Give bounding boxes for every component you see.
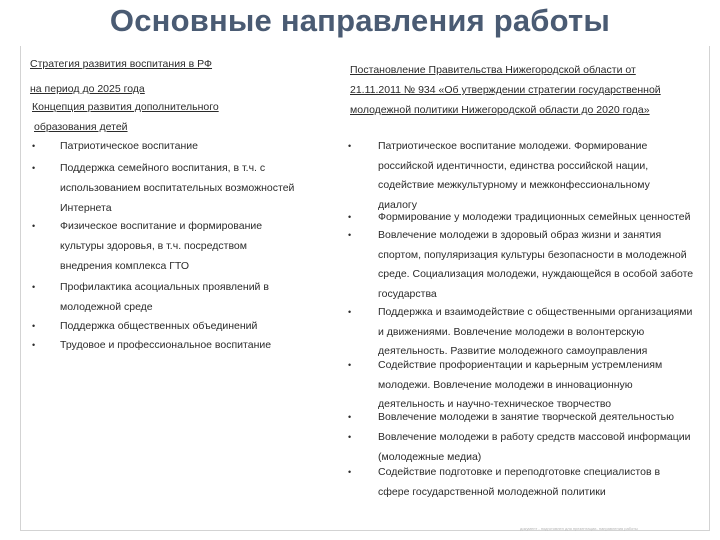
left-list-item-line: Патриотическое воспитание (60, 140, 198, 152)
bullet-icon: • (348, 432, 352, 442)
right-list-item-line: Вовлечение молодежи в работу средств массовой информации (378, 431, 691, 443)
bullet-icon: • (32, 340, 36, 350)
right-list-item-line: Формирование у молодежи традиционных семейных ценностей (378, 211, 691, 223)
left-list-item-line: Поддержка общественных объединений (60, 320, 258, 332)
right-list-item-line: содействие межкультурному и межконфессиональному (378, 179, 650, 191)
right-list-item-line: среде. Социализация молодежи, нуждающейся в особой заботе (378, 268, 694, 280)
right-list-item-line: деятельность. Развитие молодежного самоуправления (378, 345, 648, 357)
left-list-item-line: Поддержка семейного воспитания, в т.ч. с (60, 162, 266, 174)
page-title: Основные направления работы (109, 3, 611, 38)
right-heading-line: 21.11.2011 № 934 «Об утверждении стратегии государственной (350, 84, 661, 96)
right-list-item-line: Вовлечение молодежи в здоровый образ жизни и занятия (378, 229, 662, 241)
bullet-icon: • (348, 412, 352, 422)
right-list-item-line: Вовлечение молодежи в занятие творческой деятельностью (378, 411, 675, 423)
left-heading-line: Стратегия развития воспитания в РФ (30, 58, 213, 70)
left-list-item-line: Трудовое и профессиональное воспитание (60, 339, 272, 351)
right-list-item-line: спортом, популяризация культуры безопасности в молодежной (378, 248, 687, 261)
bullet-icon: • (348, 212, 352, 222)
bullet-icon: • (348, 307, 352, 317)
right-list-item-line: российской идентичности, единства российской нации, (378, 159, 649, 172)
bullet-icon: • (32, 282, 36, 292)
bullet-icon: • (32, 221, 36, 231)
right-list-item-line: деятельность и научно-техническое творчество (378, 398, 612, 410)
left-list-item-line: культуры здоровья, в т.ч. посредством (60, 240, 247, 252)
bullet-icon: • (348, 230, 352, 240)
bullet-icon: • (348, 360, 352, 370)
bullet-icon: • (32, 321, 36, 331)
bullet-icon: • (348, 467, 352, 477)
left-list-item-line: молодежной среде (60, 301, 153, 313)
bullet-icon: • (348, 141, 352, 151)
right-list-item-line: Патриотическое воспитание молодежи. Формирование (378, 140, 648, 152)
right-list-item-line: Поддержка и взаимодействие с общественными организациями (378, 306, 693, 318)
right-list-item-line: сфере государственной молодежной политики (378, 485, 606, 498)
left-heading-line: на период до 2025 года (30, 83, 145, 95)
right-list-item-line: государства (378, 287, 437, 300)
right-list-item-line: Содействие подготовке и переподготовке специалистов в (378, 466, 661, 478)
right-list-item-line: Содействие профориентации и карьерным устремлениям (378, 359, 663, 371)
right-list-item-line: диалогу (378, 198, 417, 211)
footer-note: документ - подготовлен для презентации- направления работы (520, 526, 638, 531)
left-list-item-line: Физическое воспитание и формирование (60, 220, 263, 232)
left-list-item-line: Профилактика асоциальных проявлений в (60, 281, 269, 293)
right-heading-line: Постановление Правительства Нижегородской области от (350, 64, 636, 76)
right-list-item-line: и движениями. Вовлечение молодежи в волонтерскую (378, 325, 645, 338)
left-list-item-line: Интернета (60, 202, 112, 214)
left-list-item-line: использованием воспитательных возможностей (60, 182, 295, 194)
bullet-icon: • (32, 163, 36, 173)
right-heading-line: молодежной политики Нижегородской области до 2020 года» (350, 104, 650, 116)
right-list-item-line: (молодежные медиа) (378, 450, 482, 463)
right-list-item-line: молодежи. Вовлечение молодежи в инновационную (378, 378, 633, 391)
left-heading-line: образования детей (34, 121, 128, 133)
left-list-item-line: внедрения комплекса ГТО (60, 260, 189, 272)
left-heading-line: Концепция развития дополнительного (32, 101, 219, 113)
bullet-icon: • (32, 141, 36, 151)
